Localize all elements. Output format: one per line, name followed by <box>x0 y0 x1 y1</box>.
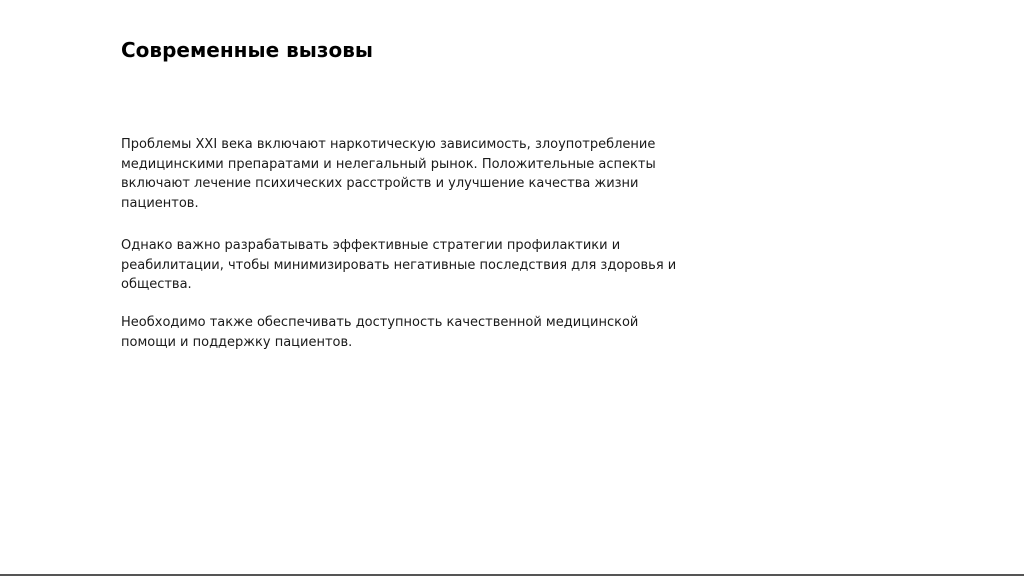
slide-title: Современные вызовы <box>121 38 373 62</box>
paragraph-challenges: Проблемы XXI века включают наркотическую зависимость, злоупотребление медицинскими препаратами и нелегальный рынок. Положительные аспекты включают лечение психических расстройств и улучшение качества жизни пациентов. <box>121 137 656 211</box>
paragraph-access: Необходимо также обеспечивать доступность качественной медицинской помощи и поддержку пациентов. <box>121 315 639 350</box>
paragraph-strategies: Однако важно разрабатывать эффективные стратегии профилактики и реабилитации, чтобы минимизировать негативные последствия для здоровья и общества. <box>121 238 677 292</box>
